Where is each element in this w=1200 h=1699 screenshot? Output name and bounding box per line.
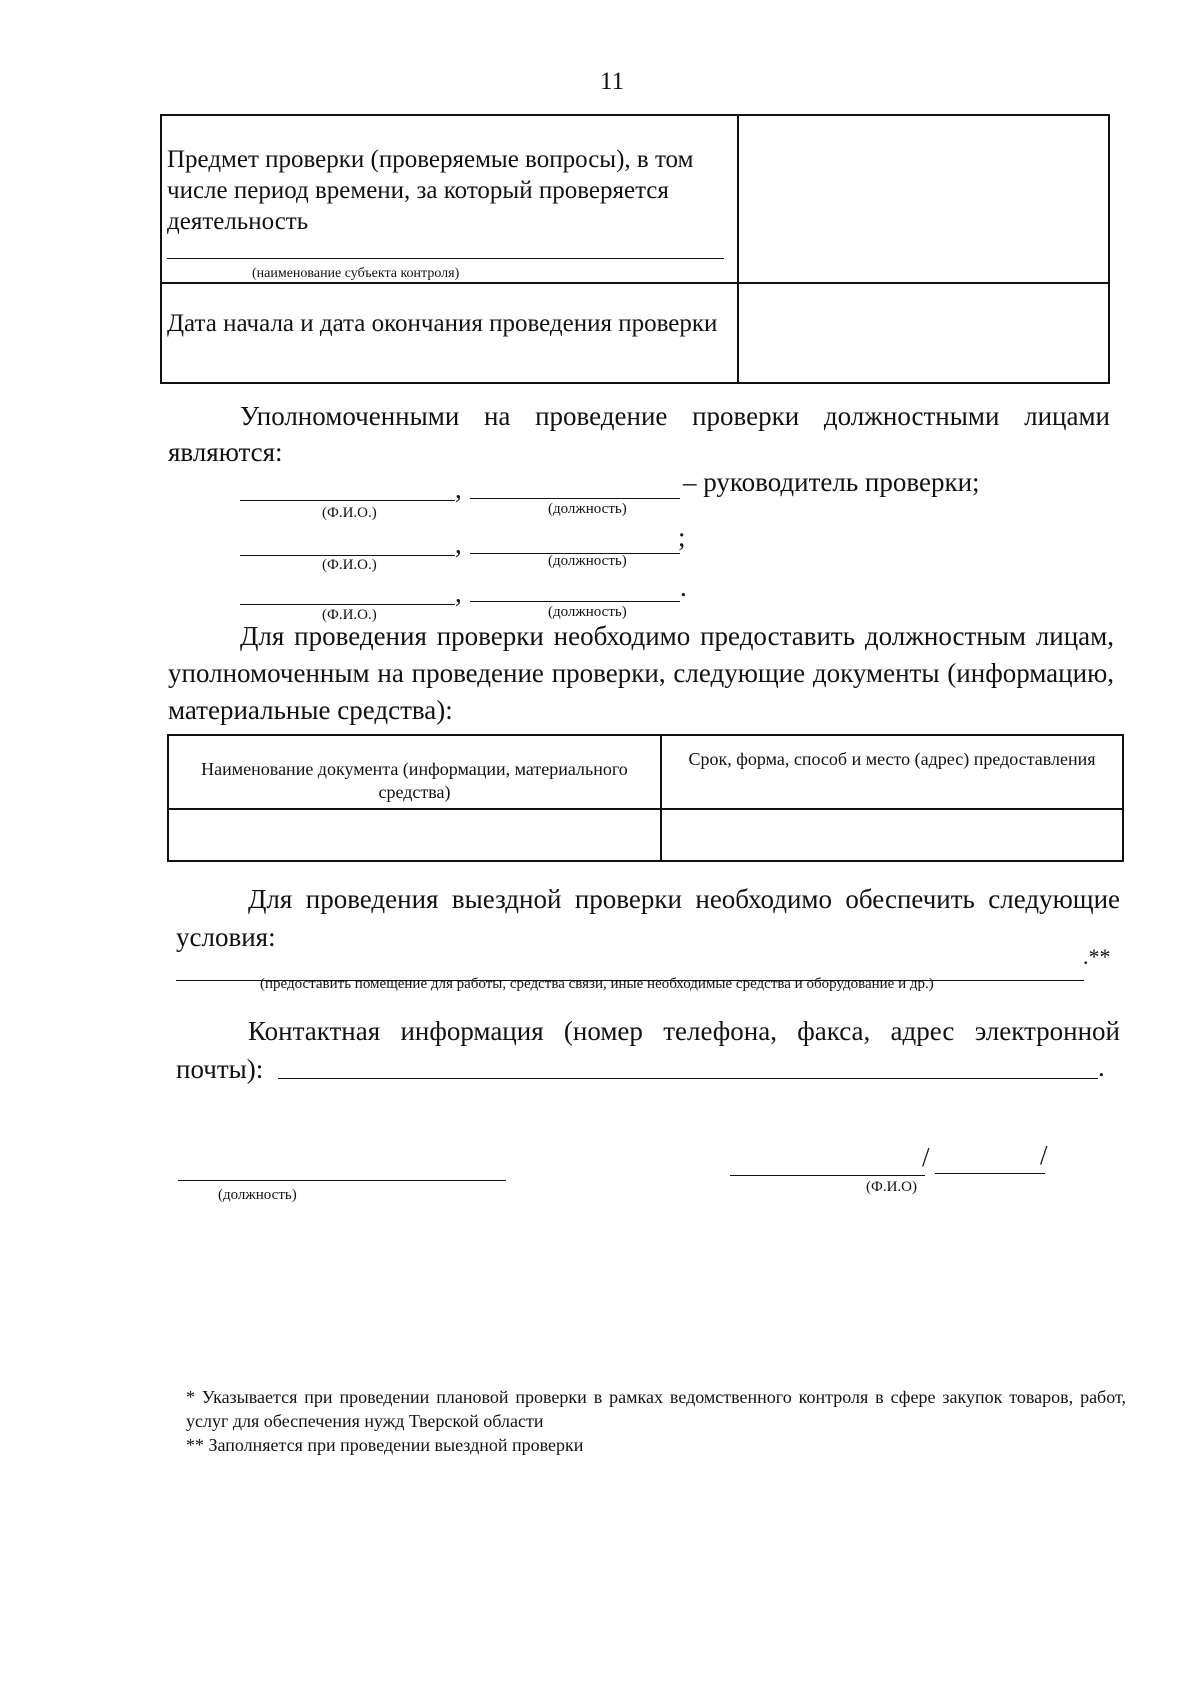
contact-end-mark: . xyxy=(1098,1052,1105,1082)
page-number: 11 xyxy=(600,68,625,95)
field-conditions-paragraph: Для проведения выездной проверки необходимо обеспечить следующие условия: xyxy=(176,884,1120,952)
contact-paragraph: Контактная информация (номер телефона, факса, адрес электронной почты): xyxy=(176,1016,1120,1084)
table-divider xyxy=(737,116,739,382)
position-fill-line xyxy=(470,498,680,499)
signature-position-caption: (должность) xyxy=(218,1187,297,1203)
position-fill-line xyxy=(470,601,680,602)
conditions-caption: (предоставить помещение для работы, средства связи, иные необходимые средства и оборудование и др.) xyxy=(260,976,934,992)
signature-slash: / xyxy=(1040,1140,1048,1170)
column-header-document: Наименование документа (информации, материального средства) xyxy=(201,759,628,802)
subject-caption: (наименование субъекта контроля) xyxy=(252,266,460,281)
fio-caption: (Ф.И.О.) xyxy=(322,505,377,521)
signature-slash: / xyxy=(922,1142,930,1172)
separator: , xyxy=(455,474,462,504)
table-divider xyxy=(169,808,1122,810)
leader-role: – руководитель проверки; xyxy=(683,467,980,497)
conditions-end-mark: .** xyxy=(1083,944,1111,969)
fio-fill-line xyxy=(240,604,455,605)
documents-table xyxy=(167,734,1124,862)
documents-paragraph: Для проведения проверки необходимо предоставить должностным лицам, уполномоченным на проведение проверки, следующие документы (информацию, материальные средства): xyxy=(168,621,1114,725)
position-caption: (должность) xyxy=(548,501,627,517)
fio-fill-line xyxy=(240,500,455,501)
footnotes xyxy=(186,1385,1126,1457)
column-header-deadline: Срок, форма, способ и место (адрес) предоставления xyxy=(688,749,1096,769)
footnote: * Указывается при проведении плановой проверки в рамках ведомственного контроля в сфере закупок товаров, работ, услуг для обеспечения нужд Тверской области xyxy=(186,1387,1126,1431)
dates-label: Дата начала и дата окончания проведения проверки xyxy=(167,310,718,337)
position-caption: (должность) xyxy=(548,604,627,620)
line-end: ; xyxy=(678,522,686,552)
subject-fill-line xyxy=(167,258,724,259)
fio-fill-line xyxy=(240,555,455,556)
footnote: ** Заполняется при проведении выездной проверки xyxy=(186,1435,584,1455)
fio-caption: (Ф.И.О.) xyxy=(322,557,377,573)
contact-fill-line xyxy=(278,1078,1098,1079)
separator: , xyxy=(455,529,462,559)
signature-sign-line xyxy=(935,1173,1045,1174)
line-end: . xyxy=(680,572,687,602)
table-divider xyxy=(162,282,1108,284)
separator: , xyxy=(455,578,462,608)
position-caption: (должность) xyxy=(548,553,627,569)
signature-fio-caption: (Ф.И.О) xyxy=(866,1179,918,1195)
subject-label: Предмет проверки (проверяемые вопросы), в том числе период времени, за который проверяется деятельность xyxy=(167,146,694,235)
signature-position-line xyxy=(178,1180,506,1181)
subject-table xyxy=(160,114,1110,384)
signature-fio-line xyxy=(730,1175,925,1176)
fio-caption: (Ф.И.О.) xyxy=(322,607,377,623)
authorized-paragraph: Уполномоченными на проведение проверки должностными лицами являются: xyxy=(168,401,1110,467)
